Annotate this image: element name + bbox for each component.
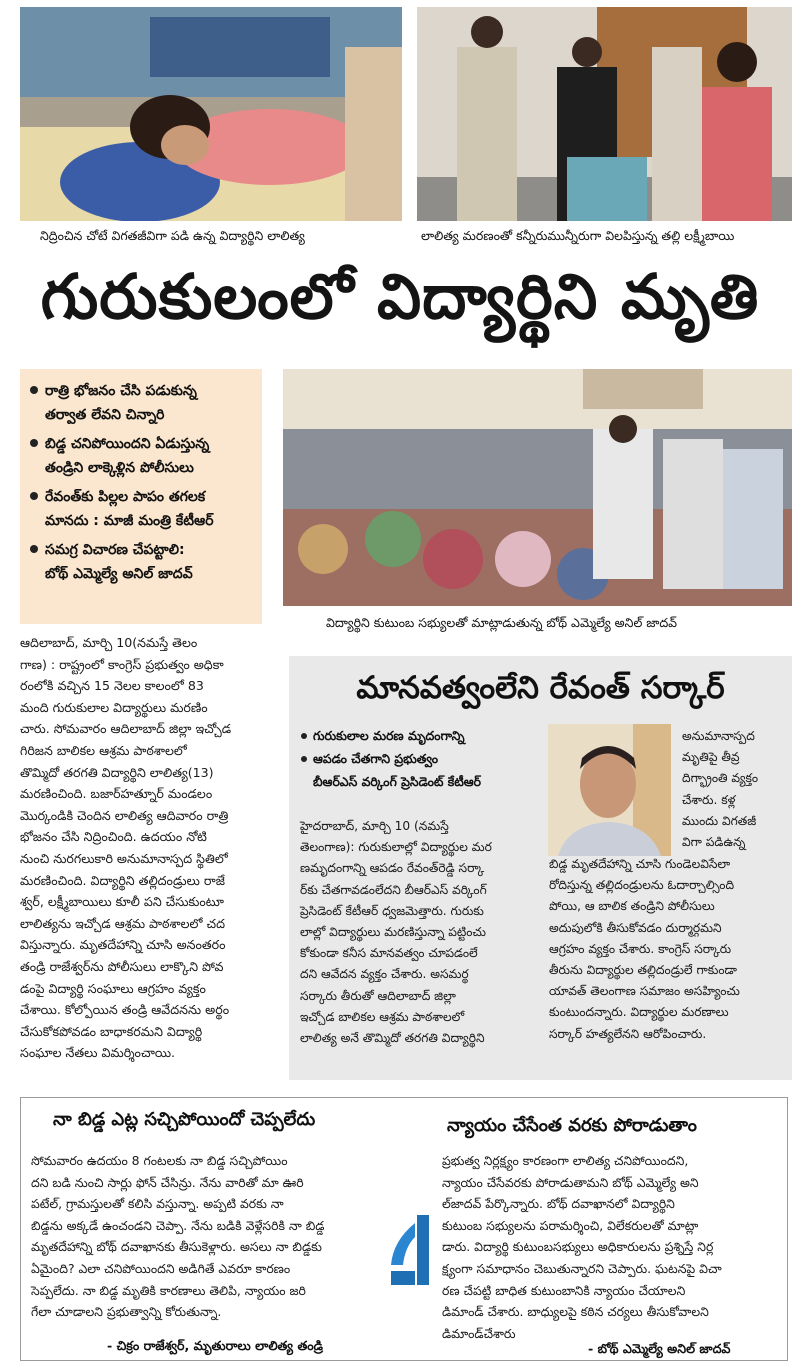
highlight-line: బిడ్డ చనిపోయిందని ఏడుస్తున్న xyxy=(45,436,210,452)
story-line: భోజనం చేసి నిద్రించింది. ఉదయం నోటి xyxy=(20,829,207,845)
story-line: యావత్ తెలంగాణ సమాజం అసహ్యించు xyxy=(549,984,740,999)
story-line: సర్కారు తీరుతో ఆదిలాబాద్ జిల్లా xyxy=(300,988,456,1003)
highlight-line: బోథ్ ఎమ్మెల్యే అనిల్ జాదవ్ xyxy=(45,566,193,582)
mla-quote-text xyxy=(442,1150,780,1344)
caption-top-left: నిద్రించిన చోటే విగతజీవిగా పడి ఉన్న విద్యార్థిని లాలిత్య xyxy=(40,228,305,243)
mla-quote-heading: న్యాయం చేసేంత వరకు పోరాడుతాం xyxy=(447,1115,697,1136)
quote-line: దని బడి నుంచి సార్లు ఫోన్ చేసిన్రు. నేను వారితో మా ఊరి xyxy=(31,1174,304,1190)
story-line: మొర్కండికి చెందిన లాలిత్య ఆదివారం రాత్రి xyxy=(20,807,229,823)
bullet-icon xyxy=(30,545,38,553)
story-line: మంది గురుకులాల విద్యార్థులు మరణిం xyxy=(20,699,208,715)
story-line: మరణించింది. విద్యార్థిని తల్లిదండ్రులు రాజే xyxy=(20,872,225,888)
main-story xyxy=(20,632,273,1064)
story-line: విగా పడిఉన్న xyxy=(682,835,746,850)
ktr-portrait-image xyxy=(548,724,671,856)
story-line: విస్తున్నారు. మృతదేహాన్ని చూసి అనంతరం xyxy=(20,937,226,953)
sidebar-col2 xyxy=(549,854,785,1045)
headline: గురుకులంలో విద్యార్థిని మృతి xyxy=(40,260,760,333)
story-line: చారు. సోమవారం ఆదిలాబాద్ జిల్లా ఇచ్చోడ xyxy=(20,721,232,737)
story-line: లాలిత్యను ఇచ్చోడ ఆశ్రమ పాఠశాలలో చద xyxy=(20,915,225,931)
quote-line: ఏమైంది? ఎలా చనిపోయిందని అడిగితే ఎవరూ కారణం xyxy=(31,1260,291,1276)
newspaper-logo-icon xyxy=(389,1213,429,1287)
quote-line: పటేల్, గ్రామస్తులతో కలిసి వస్తున్నా. అప్పటి వరకు నా xyxy=(31,1196,284,1212)
quote-line: సోమవారం ఉదయం 8 గంటలకు నా బిడ్డ సచ్చిపోయిం xyxy=(31,1153,288,1168)
highlight-line: రాత్రి భోజనం చేసి పడుకున్న xyxy=(45,383,197,399)
story-line: దని ఆవేదన వ్యక్తం చేశారు. అసమర్థ xyxy=(300,967,469,982)
caption-middle: విద్యార్థిని కుటుంబ సభ్యులతో మాట్లాడుతున్న బోథ్ ఎమ్మెల్యే అనిల్ జాదవ్ xyxy=(326,615,678,630)
sidebar-panel xyxy=(289,656,792,1080)
highlight-item xyxy=(30,485,254,533)
story-line: చేశాయి. కోల్పోయిన తండ్రి ఆవేదనను అర్థం xyxy=(20,1002,230,1018)
story-line: నుంచి నురగలుకారి అనుమానాస్పద స్థితిలో xyxy=(20,850,228,866)
story-line: ఆగ్రహం వ్యక్తం చేశారు. కాంగ్రెస్ సర్కారు xyxy=(549,941,732,956)
story-line: రోదిస్తున్న తల్లిదండ్రులను ఓదార్చాల్సింది xyxy=(549,878,735,893)
quote-line: డారు. విద్యార్థి కుటుంబసభ్యులు అధికారులను ప్రశ్నిస్తే నిర్ల xyxy=(442,1239,714,1255)
sidebar-col1 xyxy=(300,816,543,1049)
story-line: ణమృదంగాన్ని ఆపడం రేవంత్‌రెడ్డి సర్కా xyxy=(300,861,485,876)
story-line: మృతిపై తీవ్ర xyxy=(682,750,740,765)
story-line: అదుపులోకి తీసుకోవడం దుర్మార్గమని xyxy=(549,920,722,935)
father-quote-heading: నా బిడ్డ ఎట్ల సచ్చిపోయిందో చెప్పలేదు xyxy=(53,1109,316,1130)
story-line: హైదరాబాద్, మార్చి 10 (నమస్తే xyxy=(300,819,449,833)
sidebar-bullet-text: ఆపడం చేతగాని ప్రభుత్వం xyxy=(313,751,439,766)
story-line: తొమ్మిదో తరగతి విద్యార్థిని లాలిత్య(13) xyxy=(20,764,214,780)
story-line: డంపై విద్యార్థి సంఘాలు ఆగ్రహం వ్యక్తం xyxy=(20,980,206,996)
story-line: శ్వర్, లక్ష్మీబాయిలు కూలీ పని చేసుకుంటూ xyxy=(20,894,224,910)
story-line: ర్‌కు చేతగావడంలేదని బీఆర్ఎస్ వర్కింగ్ xyxy=(300,882,487,897)
highlights-box xyxy=(20,369,262,624)
story-line: మరణించింది. బజార్‌హత్నూర్ మండలం xyxy=(20,786,213,802)
story-line: ప్రెసిడెంట్ కేటీఆర్ ధ్వజమెత్తారు. గురుకు xyxy=(300,903,484,918)
sidebar-bullet-text: గురుకులాల మరణ మృదంగాన్ని xyxy=(313,728,465,743)
caption-top-right: లాలిత్య మరణంతో కన్నీరుమున్నీరుగా విలపిస్తున్న తల్లి లక్ష్మీబాయి xyxy=(421,228,735,243)
quote-line: కుటుంబ సభ్యులను పరామర్శించి, విలేకరులతో మాట్లా xyxy=(442,1217,699,1233)
highlight-line: తర్వాత లేవని చిన్నారి xyxy=(45,407,165,423)
story-line: చేసుకోకపోవడం బాధాకరమని విద్యార్థి xyxy=(20,1023,203,1039)
highlight-line: మానదు : మాజీ మంత్రి కేటీఆర్ xyxy=(45,513,214,529)
story-line: కోకుండా కనీస మానవత్వం చూపడంలే xyxy=(300,946,478,961)
story-line: గిరిజన బాలికల ఆశ్రమ పాఠశాలలో xyxy=(20,742,187,758)
story-line: ముందు విగతజీ xyxy=(682,813,757,828)
highlight-item xyxy=(30,379,254,427)
sidebar-col2-short xyxy=(682,726,784,853)
sidebar-bullet xyxy=(301,747,551,770)
story-line: తండ్రి రాజేశ్వర్‌ను పోలీసులు లాక్కొని పోవ xyxy=(20,958,224,974)
sidebar-bullet xyxy=(301,724,551,747)
story-line: బిడ్డ మృతదేహాన్ని చూసి గుండెలవిసేలా xyxy=(549,857,731,871)
story-line: రంలోకి వచ్చిన 15 నెలల కాలంలో 83 xyxy=(20,678,204,694)
highlight-item xyxy=(30,432,254,480)
story-line: సంఘాల నేతలు విమర్శించాయి. xyxy=(20,1045,176,1061)
story-line: కుంటుందన్నారు. విద్యార్థుల మరణాలు xyxy=(549,1005,729,1020)
sidebar-title: మానవత్వంలేని రేవంత్ సర్కార్ xyxy=(356,670,725,706)
sidebar-bullets xyxy=(301,724,551,793)
photo-mla-with-family xyxy=(283,369,792,606)
quotes-box xyxy=(20,1097,788,1361)
bullet-icon xyxy=(30,492,38,500)
quote-line: గేలా చూడాలని ప్రభుత్వాన్ని కోరుతున్నా. xyxy=(31,1304,222,1320)
story-line: ఆదిలాబాద్, మార్చి 10(నమస్తే తెలం xyxy=(20,635,198,650)
bullet-icon xyxy=(301,756,307,762)
quote-line: ల్‌జాదవ్ పేర్కొన్నారు. బోథ్ దవాఖానలో విద్యార్థిని xyxy=(442,1196,675,1212)
photo-mother-crying-image xyxy=(417,7,792,221)
highlight-line: రేవంత్‌కు పిల్లల పాపం తగలక xyxy=(45,489,206,505)
story-line: తీరును విద్యార్థుల తల్లిదండ్రులే గాకుండా xyxy=(549,963,737,978)
quote-line: బిడ్డను అక్కడే ఉంచండని చెప్పా. నేను బడికి వెళ్లేసరికి నా బిడ్డ xyxy=(31,1217,325,1233)
ktr-portrait xyxy=(548,724,671,856)
quote-line: డిమాండ్ చేశారు. బాధ్యులపై కఠిన చర్యలు తీసుకోవాలని xyxy=(442,1304,709,1320)
quote-line: మృతదేహాన్ని బోథ్ దవాఖానకు తీసుకెళ్లారు. అసలు నా బిడ్డకు xyxy=(31,1239,322,1255)
father-quote-text xyxy=(31,1150,386,1323)
quote-line: డిమాండ్‌చేశారు xyxy=(442,1325,516,1341)
story-line: తెలంగాణ): గురుకులాల్లో విద్యార్థుల మర xyxy=(300,840,492,855)
photo-student-lying-image xyxy=(20,7,402,221)
story-line: పోయి, ఆ బాలిక తండ్రిని పోలీసులు xyxy=(549,899,715,914)
highlight-line: సమగ్ర విచారణ చేపట్టాలి: xyxy=(45,542,185,558)
bullet-icon xyxy=(30,439,38,447)
father-signature: - చిక్రం రాజేశ్వర్, మృతురాలు లాలిత్య తండ్రి xyxy=(107,1338,323,1353)
story-line: సర్కార్ హత్యలేనని ఆరోపించారు. xyxy=(549,1026,707,1041)
photo-student-lying xyxy=(20,7,402,221)
highlight-line: తండ్రిని లాక్కెళ్లిన పోలీసులు xyxy=(45,460,194,476)
story-line: లాల్లో విద్యార్థులు మరణిస్తున్నా పట్టించు xyxy=(300,925,486,940)
story-line: అనుమానాస్పద xyxy=(682,729,755,743)
story-line: చేశారు. కళ్ల xyxy=(682,792,736,807)
story-line: లాలిత్య అనే తొమ్మిదో తరగతి విద్యార్థిని xyxy=(300,1031,485,1046)
highlight-item xyxy=(30,538,254,586)
quote-line: రణ చేపట్టి బాధిత కుటుంబానికి న్యాయం చేయాలని xyxy=(442,1282,686,1298)
story-line: ఇచ్చోడ బాలికల ఆశ్రమ పాఠశాలలో xyxy=(300,1009,465,1024)
quote-line: సెప్పలేదు. నా బిడ్డ మృతికి కారణాలు తెలిపి, న్యాయం జరి xyxy=(31,1282,306,1298)
story-line: దిగ్భ్రాంతి వ్యక్తం xyxy=(682,771,759,786)
bullet-icon xyxy=(30,386,38,394)
mla-signature: - బోథ్ ఎమ్మెల్యే అనిల్ జాదవ్ xyxy=(588,1341,731,1356)
quote-line: న్యాయం చేసేవరకు పోరాడుతామని బోథ్ ఎమ్మెల్యే అని xyxy=(442,1174,699,1190)
photo-mla-with-family-image xyxy=(283,369,792,606)
story-line: గాణ) : రాష్ట్రంలో కాంగ్రెస్ ప్రభుత్వం అధికా xyxy=(20,656,224,672)
quote-line: క్ష్యంగా సమాధానం చెబుతున్నారని చెప్పారు. ఘటనపై విచా xyxy=(442,1260,722,1276)
bullet-icon xyxy=(301,733,307,739)
quote-line: ప్రభుత్వ నిర్లక్ష్యం కారణంగా లాలిత్య చనిపోయిందని, xyxy=(442,1153,689,1168)
photo-mother-crying xyxy=(417,7,792,221)
sidebar-byline: బీఆర్ఎస్ వర్కింగ్ ప్రెసిడెంట్ కేటీఆర్ xyxy=(313,774,482,789)
